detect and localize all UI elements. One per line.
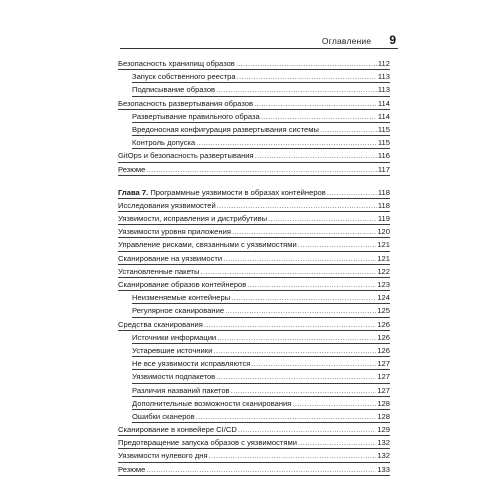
toc-leader [238,423,376,435]
toc-entry-title: Не все уязвимости исправляются [132,359,251,369]
toc-entry-page: 113 [377,72,390,82]
toc-entry-page: 115 [377,124,390,134]
toc-entry-page: 127 [377,385,390,395]
toc-entry[interactable] [118,344,390,357]
toc-leader [231,291,376,303]
toc-leader [251,357,376,369]
toc-chapter-text: Программные уязвимости в образах контейнеров [150,187,326,197]
toc-chapter-entry[interactable] [118,186,390,199]
toc-leader [292,397,376,409]
toc-entry-page: 124 [377,293,390,303]
toc-entry-page: 120 [377,227,390,237]
toc-entry[interactable] [118,423,390,436]
toc-entry-title: Резюме [118,164,146,174]
toc-entry[interactable] [118,304,390,317]
toc-entry[interactable] [118,225,390,238]
toc-entry[interactable] [118,463,390,476]
toc-entry-page: 123 [377,280,390,289]
toc-entry-page: 126 [377,332,390,342]
toc-entry[interactable] [118,70,390,83]
toc-group-after [118,199,390,476]
toc-leader [247,278,376,290]
toc-entry[interactable] [118,278,390,291]
toc-entry-page: 114 [377,111,390,121]
toc-entry-title: Дополнительные возможности сканирования [132,398,292,408]
table-of-contents [118,57,390,476]
toc-chapter-page: 118 [377,187,390,197]
toc-entry-title: Источники информации [132,332,217,342]
toc-entry[interactable] [118,136,390,149]
toc-entry-title: Регулярное сканирование [132,306,225,316]
toc-leader [298,238,377,250]
toc-chapter-label: Глава 7. [118,187,149,197]
toc-entry-title: Развертывание правильного образа [132,111,260,121]
toc-entry-title: Резюме [118,464,146,474]
toc-entry-title: Установленные пакеты [118,266,200,276]
toc-group-before [118,57,390,176]
toc-entry-title: Вредоносная конфигурация развертывания системы [132,124,319,134]
toc-entry-title: Уязвимости уровня приложения [118,227,231,237]
toc-leader [254,97,377,109]
toc-leader [320,123,377,135]
toc-entry-page: 132 [377,451,390,461]
toc-entry-page: 115 [377,138,390,148]
running-header [120,30,398,49]
toc-entry-title: Запуск собственного реестра [132,72,236,82]
toc-leader [225,304,376,316]
toc-entry-title: Сканирование на уязвимости [118,253,223,263]
toc-leader [327,186,377,198]
toc-entry-page: 133 [377,464,390,474]
toc-entry-page: 117 [377,164,390,174]
toc-leader [146,463,376,475]
toc-leader [209,449,377,461]
toc-entry[interactable] [118,149,390,162]
toc-entry-title: Управление рисками, связанными с уязвимостями [118,240,297,250]
toc-leader [223,252,376,264]
toc-entry-page: 126 [377,319,390,329]
toc-leader [231,384,377,396]
toc-entry-title: Исследования уязвимостей [118,200,216,210]
toc-leader [255,149,377,161]
toc-entry-page: 128 [377,398,390,408]
page-number: 9 [389,33,396,47]
toc-entry-page: 126 [377,345,390,355]
toc-leader [232,225,376,237]
running-header-section: Оглавление [321,36,372,46]
toc-chapter-title [118,186,327,198]
toc-entry[interactable] [118,199,390,212]
toc-entry-page: 132 [377,438,390,448]
toc-leader [298,436,376,448]
toc-entry-page: 118 [377,200,390,210]
toc-entry[interactable] [118,97,390,110]
toc-entry-page: 119 [377,214,390,224]
toc-entry-page: 121 [377,253,390,263]
toc-entry[interactable] [118,252,390,265]
toc-entry[interactable] [118,449,390,462]
toc-leader [196,136,377,148]
toc-entry-title: Различия названий пакетов [132,385,230,395]
toc-entry-page: 114 [377,98,390,108]
toc-leader [216,83,377,95]
toc-entry[interactable] [118,318,390,331]
toc-entry-title: Неизменяемые контейнеры [132,293,231,303]
toc-entry[interactable] [118,265,390,278]
toc-entry[interactable] [118,384,390,397]
toc-entry[interactable] [118,212,390,225]
toc-entry-page: 125 [377,306,390,316]
toc-entry-page: 128 [377,411,390,421]
toc-entry[interactable] [118,238,390,251]
toc-entry[interactable] [118,57,390,70]
toc-entry-title: Средства сканирования [118,319,203,329]
toc-entry-title: Сканирование в конвейере CI/CD [118,425,237,435]
toc-leader [268,212,377,224]
toc-entry-title: Ошибки сканеров [132,411,195,421]
toc-entry-page: 122 [377,266,390,276]
toc-entry[interactable] [118,436,390,449]
toc-entry-title: GitOps и безопасность развертывания [118,151,254,161]
toc-leader [236,57,377,69]
toc-entry[interactable] [118,83,390,96]
toc-entry-page: 112 [377,59,390,68]
toc-entry-title: Подписывание образов [132,85,216,95]
toc-leader [196,410,377,422]
toc-entry-title: Уязвимости нулевого дня [118,451,208,461]
toc-leader [217,331,376,343]
toc-entry-title: Устаревшие источники [132,345,213,355]
toc-entry-title: Уязвимости, исправления и дистрибутивы [118,214,268,224]
toc-entry-title: Безопасность хранилищ образов [118,59,235,68]
toc-entry-page: 116 [377,151,390,161]
chapter-spacer [118,176,390,186]
toc-leader [204,318,376,330]
toc-entry-page: 129 [377,425,390,435]
toc-leader [213,344,376,356]
toc-entry[interactable] [118,123,390,136]
toc-leader [146,163,377,175]
toc-entry-title: Контроль допуска [132,138,196,148]
toc-entry-title: Предотвращение запуска образов с уязвимостями [118,438,297,448]
toc-entry[interactable] [118,357,390,370]
toc-entry[interactable] [118,291,390,304]
toc-entry-page: 127 [377,372,390,382]
toc-entry-page: 113 [377,85,390,95]
toc-entry[interactable] [118,410,390,423]
toc-entry-title: Уязвимости подпакетов [132,372,216,382]
toc-leader [201,265,377,277]
toc-entry-title: Безопасность развертывания образов [118,98,253,108]
toc-leader [217,199,377,211]
toc-entry[interactable] [118,370,390,383]
toc-leader [261,110,377,122]
toc-entry[interactable] [118,110,390,123]
toc-entry-page: 127 [377,359,390,369]
toc-entry[interactable] [118,331,390,344]
toc-entry[interactable] [118,397,390,410]
toc-entry-title: Сканирование образов контейнеров [118,280,247,289]
toc-leader [237,70,377,82]
toc-leader [216,370,376,382]
toc-entry[interactable] [118,163,390,176]
toc-entry-page: 121 [377,240,390,250]
